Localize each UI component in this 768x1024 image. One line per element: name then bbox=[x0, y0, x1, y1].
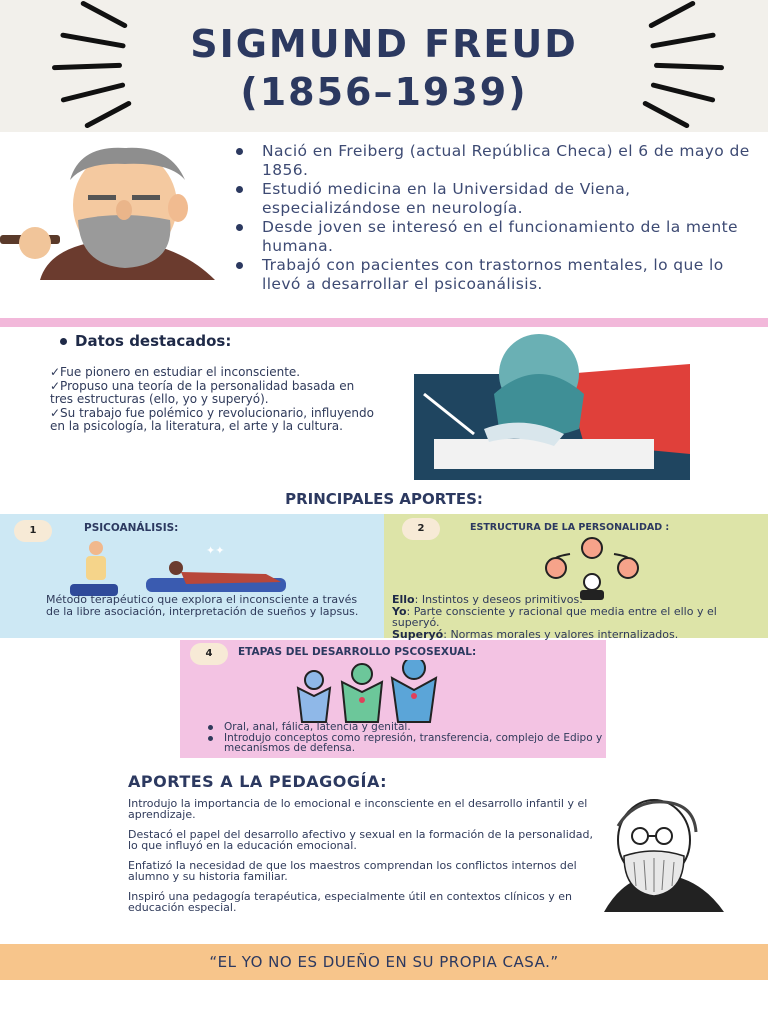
list-item: Introdujo conceptos como represión, transferencia, complejo de Edipo y mecanismos de defensa. bbox=[204, 733, 604, 754]
paragraph: Destacó el papel del desarrollo afectivo y sexual en la formación de la personalidad, lo que influyó en la educación emocional. bbox=[128, 828, 593, 852]
paragraph: Introdujo la importancia de lo emocional e inconsciente en el desarrollo infantil y el aprendizaje. bbox=[128, 797, 588, 821]
card-psicoanalisis bbox=[0, 514, 384, 638]
card-text: Método terapéutico que explora el inconsciente a través de la libre asociación, interpretación de sueños y lapsus. bbox=[46, 593, 359, 618]
personality-faces-icon bbox=[534, 536, 650, 600]
paragraph: Inspiró una pedagogía terapéutica, especialmente útil en contextos clínicos y en educación especial. bbox=[128, 890, 573, 914]
number-badge: 4 bbox=[190, 643, 228, 665]
datos-title: Datos destacados: bbox=[75, 332, 232, 350]
quote-text: “EL YO NO ES DUEÑO EN SU PROPIA CASA.” bbox=[209, 953, 559, 971]
list-item: Nació en Freiberg (actual República Checa) el 6 de mayo de 1856. bbox=[232, 142, 752, 180]
card-title: ESTRUCTURA DE LA PERSONALIDAD : bbox=[470, 522, 670, 533]
freud-cartoon-illustration bbox=[0, 140, 225, 280]
list-item: ✓Propuso una teoría de la personalidad basada en tres estructuras (ello, yo y superyó). bbox=[50, 378, 355, 406]
children-figures-icon bbox=[292, 660, 452, 724]
section-title-principales: PRINCIPALES APORTES: bbox=[285, 490, 483, 508]
list-item: ✓Fue pionero en estudiar el inconsciente. bbox=[50, 365, 301, 379]
biography-list bbox=[232, 142, 752, 294]
etapas-list bbox=[204, 722, 604, 754]
paragraph: Enfatizó la necesidad de que los maestros comprendan los conflictos internos del alumno y su historia familiar. bbox=[128, 859, 577, 883]
list-item: Oral, anal, fálica, latencia y genital. bbox=[204, 722, 604, 733]
number-badge: 2 bbox=[402, 518, 440, 540]
card-text: Ello: Instintos y deseos primitivos. Yo: Parte consciente y racional que media entre el ello y el superyó. Superyó: Normas morales y valores internalizados. bbox=[392, 593, 717, 641]
bullet-dot bbox=[60, 338, 67, 345]
divider-band bbox=[0, 318, 768, 327]
title-years: (1856–1939) bbox=[240, 70, 528, 114]
svg-text:✦✦: ✦✦ bbox=[206, 544, 225, 557]
card-etapas bbox=[180, 640, 606, 758]
list-item: ✓Su trabajo fue polémico y revolucionario, influyendo en la psicología, la literatura, el arte y la cultura. bbox=[50, 405, 374, 433]
datos-list bbox=[50, 366, 380, 434]
list-item: Desde joven se interesó en el funcionamiento de la mente humana. bbox=[232, 218, 752, 256]
card-title: ETAPAS DEL DESARROLLO PSCOSEXUAL: bbox=[238, 646, 477, 658]
title-name: SIGMUND FREUD bbox=[190, 22, 578, 66]
card-title: PSICOANÁLISIS: bbox=[84, 522, 179, 534]
list-item: Trabajó con pacientes con trastornos mentales, lo que lo llevó a desarrollar el psicoanálisis. bbox=[232, 256, 752, 294]
pedagogia-text bbox=[128, 799, 598, 923]
list-item: Estudió medicina en la Universidad de Viena, especializándose en neurología. bbox=[232, 180, 752, 218]
section-title-pedagogia: APORTES A LA PEDAGOGÍA: bbox=[128, 772, 388, 791]
freud-writing-illustration bbox=[414, 334, 690, 480]
number-badge: 1 bbox=[14, 520, 52, 542]
card-estructura bbox=[384, 514, 768, 641]
freud-sketch-portrait bbox=[584, 796, 734, 912]
page-title bbox=[0, 20, 768, 116]
